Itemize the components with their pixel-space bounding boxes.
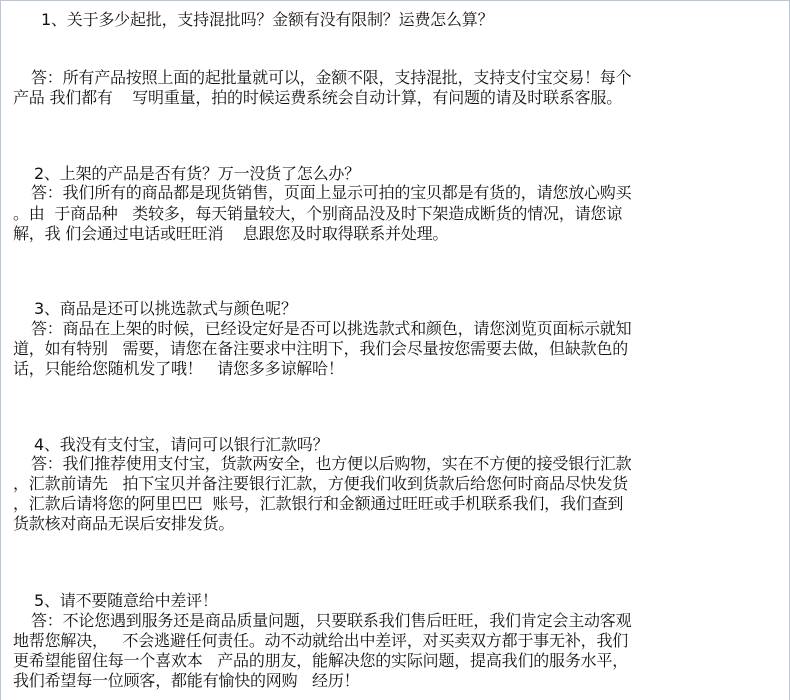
faq-answer-2-line-3: 解，我 们会通过电话或旺旺消 息跟您及时取得联系并处理。 — [13, 224, 449, 243]
faq-answer-4-line-4: 货款核对商品无误后安排发货。 — [13, 514, 235, 533]
faq-answer-1-line-1: 答：所有产品按照上面的起批量就可以，金额不限，支持混批，支持支付宝交易！每个 — [31, 68, 632, 87]
faq-answer-1-line-2: 产品 我们都有 写明重量，拍的时候运费系统会自动计算，有问题的请及时联系客服。 — [13, 88, 623, 107]
faq-answer-5-line-1: 答：不论您遇到服务还是商品质量问题，只要联系我们售后旺旺，我们肯定会主动客观 — [31, 611, 632, 630]
faq-question-2: 2、上架的产品是否有货？万一没货了怎么办？ — [34, 164, 360, 183]
faq-answer-4-line-2: ，汇款前请先 拍下宝贝并备注要银行汇款，方便我们收到货款后给您何时商品尽快发货 — [13, 474, 629, 493]
faq-answer-4-line-3: ，汇款后请将您的阿里巴巴 账号，汇款银行和金额通过旺旺或手机联系我们，我们查到 — [13, 494, 624, 513]
faq-answer-3-line-2: 道，如有特别 需要，请您在备注要求中注明下，我们会尽量按您需要去做，但缺款色的 — [13, 339, 629, 358]
faq-answer-2-line-1: 答：我们所有的商品都是现货销售，页面上显示可拍的宝贝都是有货的，请您放心购买 — [31, 183, 632, 202]
faq-answer-4-line-1: 答：我们推荐使用支付宝，货款两安全，也方便以后购物，实在不方便的接受银行汇款 — [31, 454, 632, 473]
faq-answer-2-line-2: 。由 于商品种 类较多，每天销量较大，个别商品没及时下架造成断货的情况，请您谅 — [13, 204, 623, 223]
faq-answer-3-line-3: 话，只能给您随机发了哦！ 请您多多谅解哈！ — [13, 359, 344, 378]
faq-answer-5-line-3: 更希望能留住每一个喜欢本 产品的朋友，能解决您的实际问题，提高我们的服务水平， — [13, 651, 629, 670]
faq-answer-5-line-4: 我们希望每一位顾客，都能有愉快的网购 经历！ — [13, 671, 360, 690]
faq-question-1: 1、关于多少起批，支持混批吗？金额有没有限制？运费怎么算？ — [41, 10, 494, 29]
faq-answer-5-line-2: 地帮您解决， 不会逃避任何责任。动不动就给出中差评，对买卖双方都于事无补，我们 — [13, 631, 629, 650]
faq-answer-3-line-1: 答：商品在上架的时候，已经设定好是否可以挑选款式和颜色，请您浏览页面标示就知 — [31, 319, 632, 338]
faq-question-5: 5、请不要随意给中差评！ — [34, 591, 218, 610]
faq-question-3: 3、商品是还可以挑选款式与颜色呢？ — [34, 299, 297, 318]
faq-question-4: 4、我没有支付宝，请问可以银行汇款吗？ — [34, 435, 329, 454]
